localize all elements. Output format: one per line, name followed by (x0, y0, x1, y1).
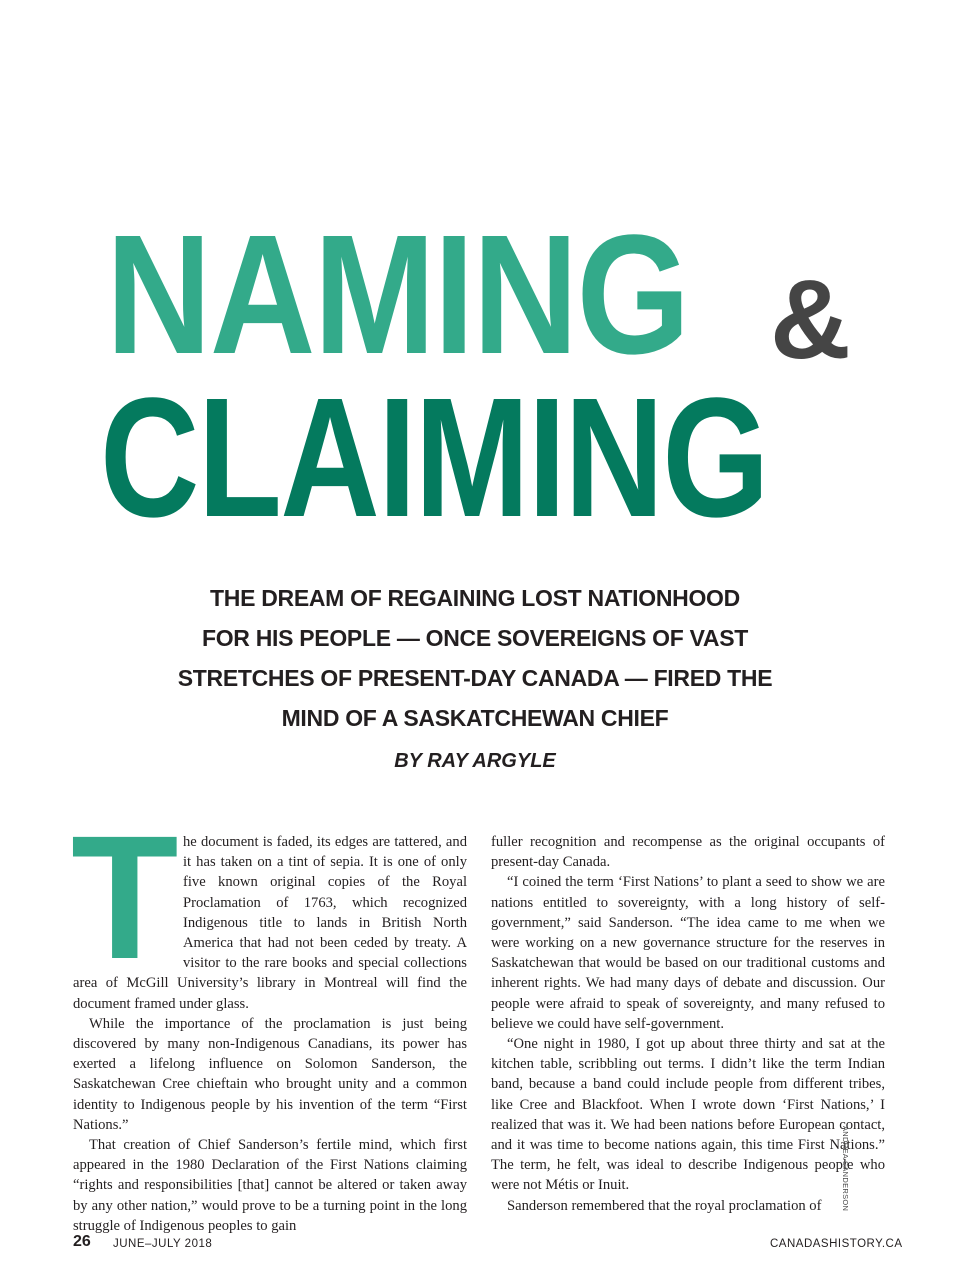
article-paragraph: That creation of Chief Sanderson’s fertile mind, which first appeared in the 1980 Declaration of the First Nations claiming “rights and responsibilities [that] cannot be altered or taken away by any other nation,” would prove to be a turning point in the long struggle of Indigenous peoples to gain (73, 1137, 467, 1234)
title-word-naming: NAMING (106, 200, 689, 390)
article-paragraph: “I coined the term ‘First Nations’ to plant a seed to show we are nations entitled to sovereignty, with a long history of self-government,” said Sanderson. “The idea came to me when we were working on a new governance structure for the reserves in Saskatchewan that would be based on our traditional customs and inherent rights. We had many days of debate and discussion. Our people were afraid to speak of sovereignty, and many refused to believe we could have self-government. (491, 874, 885, 1032)
article-paragraph: he document is faded, its edges are tattered, and it has taken on a tint of sepia. It is one of only five known original copies of the Royal Proclamation of 1763, which recognized Indigenous title to lands in British North America that had not been ceded by treaty. A visitor to the rare books and special collections area of McGill University’s library in Montreal will find the document framed under glass. (73, 834, 467, 1012)
byline: BY RAY ARGYLE (394, 750, 556, 772)
article-paragraph: While the importance of the proclamation is just being discovered by many non-Indigenous Canadians, its power has exerted a lifelong influence on Solomon Sanderson, the Saskatchewan Cree chieftain who brought unity and a common identity to Indigenous people by his invention of the term “First Nations.” (73, 1015, 467, 1133)
issue-date: JUNE–JULY 2018 (113, 1238, 213, 1250)
page-number: 26 (73, 1233, 91, 1250)
deck-line: MIND OF A SASKATCHEWAN CHIEF (281, 705, 669, 731)
deck-line: FOR HIS PEOPLE — ONCE SOVEREIGNS OF VAST (201, 625, 749, 651)
site-url: CANADASHISTORY.CA (770, 1238, 903, 1250)
article-paragraph: fuller recognition and recompense as the original occupants of present-day Canada. (491, 834, 885, 871)
article-column-right (491, 832, 885, 1216)
article-column-left (71, 800, 467, 1236)
title-ampersand: & (770, 257, 851, 382)
deck-line: STRETCHES OF PRESENT-DAY CANADA — FIRED THE (177, 665, 773, 691)
drop-cap: T (71, 800, 179, 996)
deck-line: THE DREAM OF REGAINING LOST NATIONHOOD (210, 585, 740, 611)
photo-credit-text: ANDREA SANDERSON (841, 1126, 850, 1212)
photo-credit (841, 1126, 850, 1212)
title-claiming (100, 363, 968, 553)
title-word-claiming: CLAIMING (100, 363, 768, 553)
deck-subtitle (120, 578, 830, 738)
article-paragraph: “One night in 1980, I got up about three thirty and sat at the kitchen table, scribbling out terms. I didn’t like the term Indian band, because a band could include people from different tribes, like Cree and Blackfoot. When I wrote down ‘First Nations,’ I realized that was it. We had been nations before European contact, and it was time to become nations again, this time First Nations.” The term, he felt, was ideal to describe Indigenous people who were not Métis or Inuit. (491, 1036, 885, 1194)
article-paragraph: Sanderson remembered that the royal proclamation of (507, 1197, 822, 1214)
